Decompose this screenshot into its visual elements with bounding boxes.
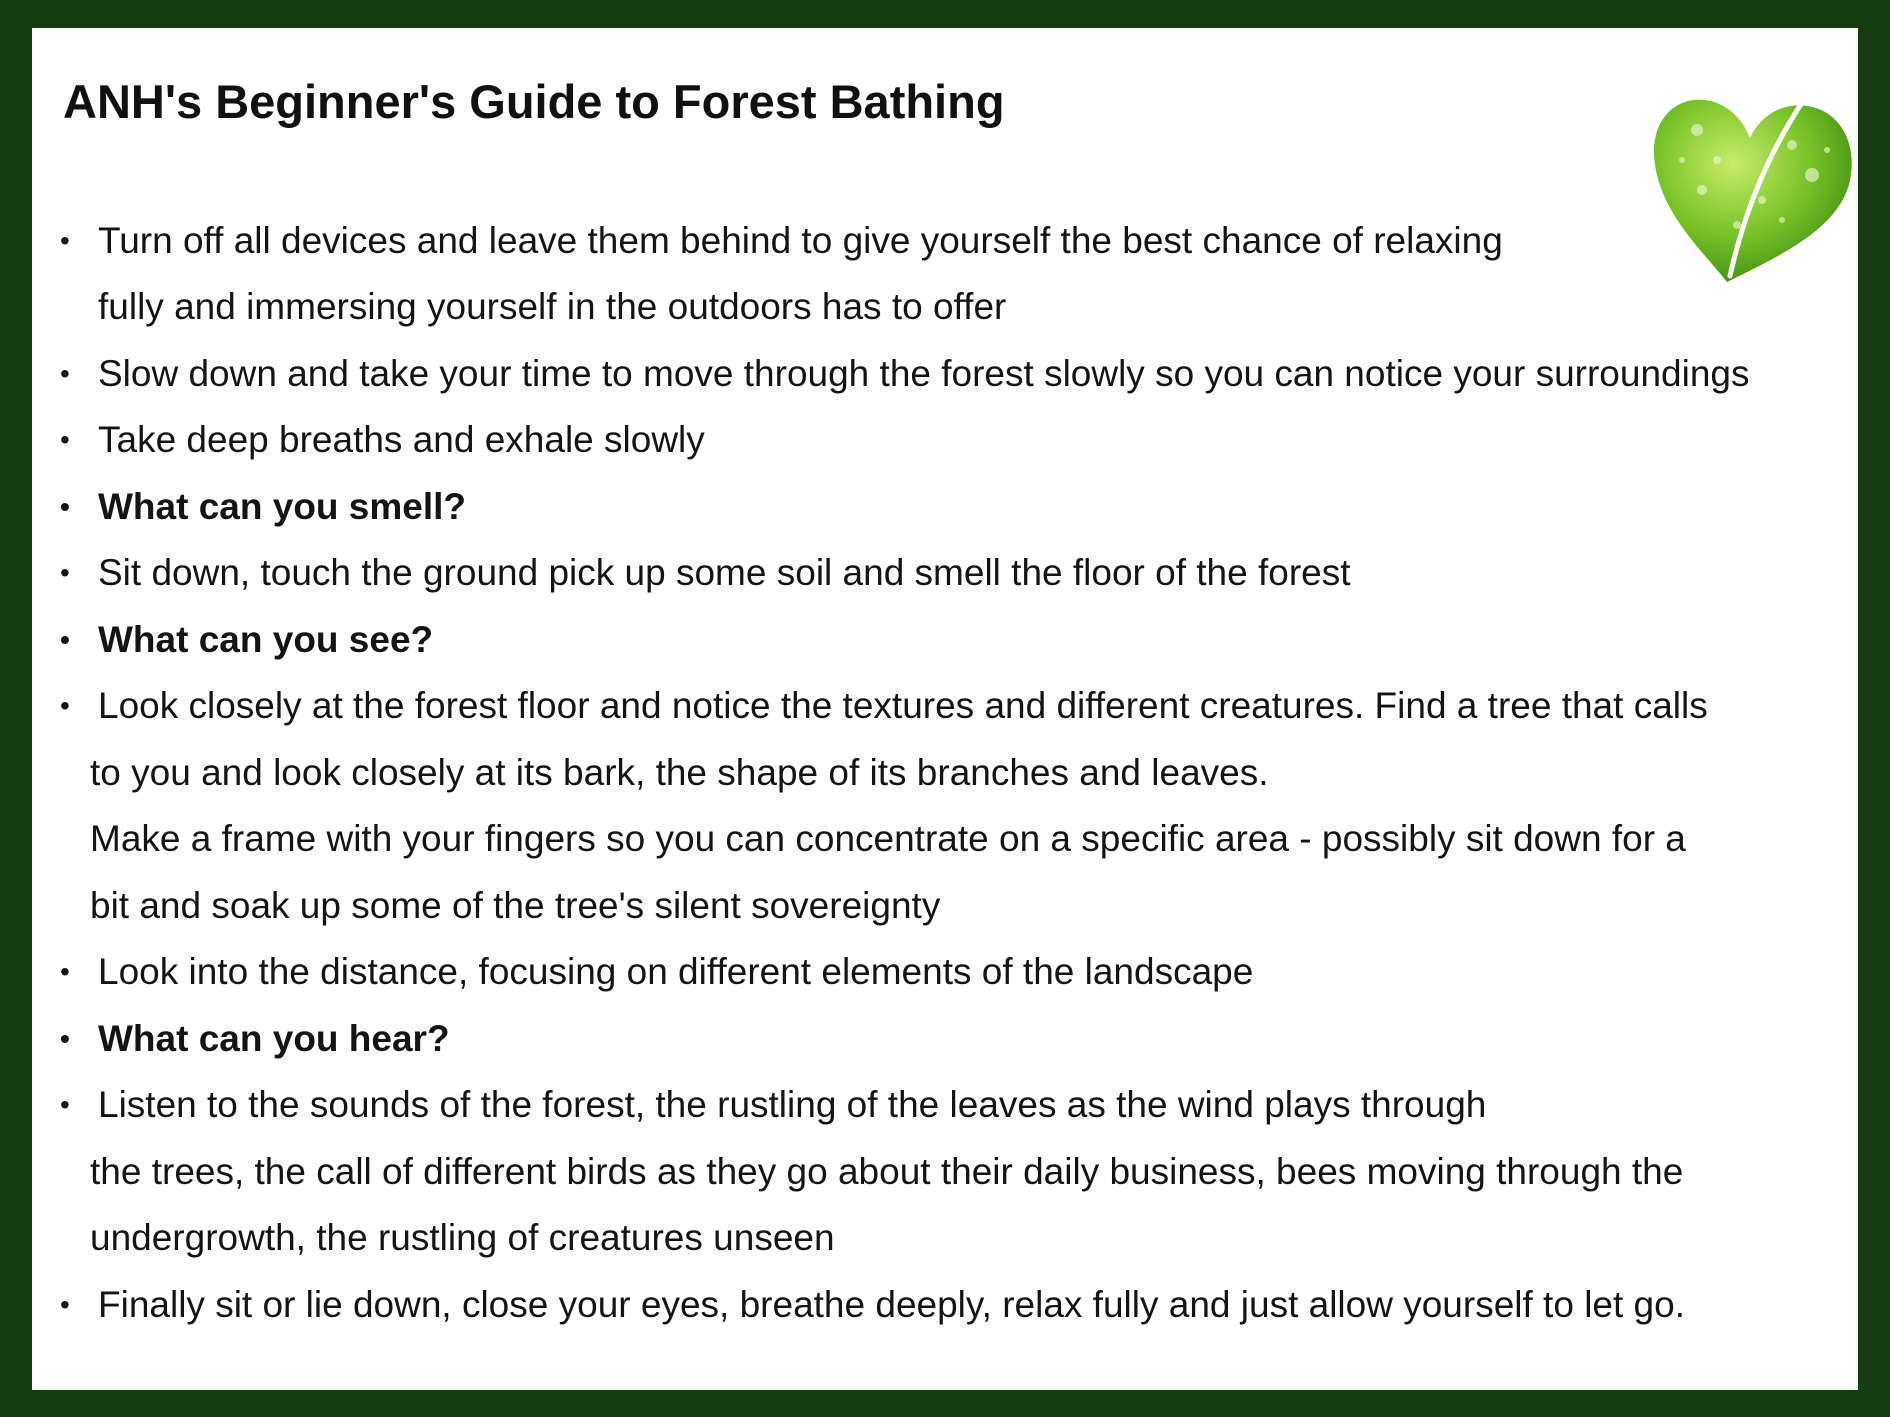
bullet: • xyxy=(60,225,70,256)
list-item-text: What can you see? xyxy=(98,619,434,660)
list-item-text: Look into the distance, focusing on different elements of the landscape xyxy=(98,951,1254,992)
bullet: • xyxy=(60,557,70,588)
bullet: • xyxy=(60,624,70,655)
list-item-text: fully and immersing yourself in the outdoors has to offer xyxy=(98,286,1007,327)
bullet: • xyxy=(60,690,70,721)
bullet: • xyxy=(60,1289,70,1320)
list-item-text: Sit down, touch the ground pick up some soil and smell the floor of the forest xyxy=(98,552,1351,593)
list-item-text: Look closely at the forest floor and notice the textures and different creatures. Find a tree that calls xyxy=(98,685,1708,726)
list-item-text: Listen to the sounds of the forest, the rustling of the leaves as the wind plays through xyxy=(98,1084,1487,1125)
list-item-text: the trees, the call of different birds as they go about their daily business, bees moving through the xyxy=(90,1151,1684,1192)
list-item-text: Slow down and take your time to move through the forest slowly so you can notice your surroundings xyxy=(98,353,1750,394)
page-title: ANH's Beginner's Guide to Forest Bathing xyxy=(63,75,1005,128)
list-item-text: Make a frame with your fingers so you can concentrate on a specific area - possibly sit down for a xyxy=(90,818,1686,859)
list-item-text: Take deep breaths and exhale slowly xyxy=(98,419,705,460)
guide-list xyxy=(32,28,1858,1390)
list-item-text: undergrowth, the rustling of creatures unseen xyxy=(90,1217,835,1258)
bullet: • xyxy=(60,358,70,389)
list-item-text: What can you smell? xyxy=(98,486,467,527)
list-item-text: to you and look closely at its bark, the shape of its branches and leaves. xyxy=(90,752,1269,793)
list-item-text: Turn off all devices and leave them behind to give yourself the best chance of relaxing xyxy=(98,220,1503,261)
bullet: • xyxy=(60,424,70,455)
list-item-text: What can you hear? xyxy=(98,1018,450,1059)
bullet: • xyxy=(60,491,70,522)
list-item-text: Finally sit or lie down, close your eyes, breathe deeply, relax fully and just allow yourself to let go. xyxy=(98,1284,1685,1325)
bullet: • xyxy=(60,1089,70,1120)
content-panel xyxy=(32,28,1858,1390)
bullet: • xyxy=(60,1023,70,1054)
bullet: • xyxy=(60,956,70,987)
list-item-text: bit and soak up some of the tree's silent sovereignty xyxy=(90,885,941,926)
